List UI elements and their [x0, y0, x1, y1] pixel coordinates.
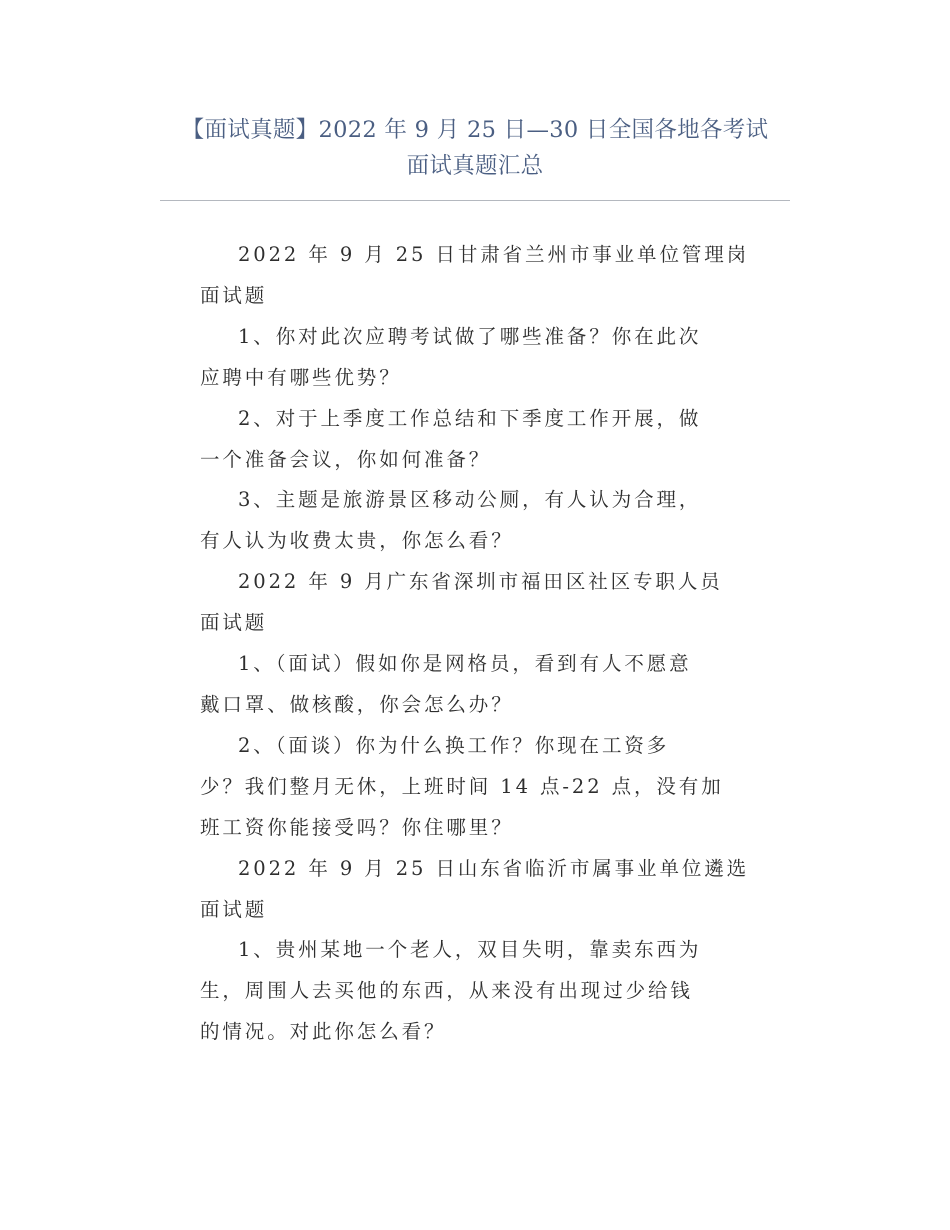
- question-line: 2、（面谈）你为什么换工作？你现在工资多: [238, 733, 670, 757]
- question-line: 3、主题是旅游景区移动公厕，有人认为合理，: [238, 488, 702, 512]
- section-heading-line: 面试题: [200, 611, 268, 635]
- question-line: 应聘中有哪些优势？: [200, 365, 402, 389]
- question-line: 戴口罩、做核酸，你会怎么办？: [200, 692, 514, 716]
- question-line: 的情况。对此你怎么看？: [200, 1020, 447, 1044]
- question-line: 1、贵州某地一个老人，双目失明，靠卖东西为: [238, 938, 702, 962]
- section-heading-line: 面试题: [200, 897, 268, 921]
- section-heading-line: 2022 年 9 月 25 日甘肃省兰州市事业单位管理岗: [238, 243, 750, 266]
- document-title: [160, 112, 790, 184]
- question-line: 1、你对此次应聘考试做了哪些准备？你在此次: [238, 324, 702, 348]
- document-body: [200, 235, 756, 1053]
- question-line: 有人认为收费太贵，你怎么看？: [200, 529, 514, 553]
- question-line: 1、（面试）假如你是网格员，看到有人不愿意: [238, 652, 692, 676]
- section-heading-line: 2022 年 9 月广东省深圳市福田区社区专职人员: [238, 570, 723, 594]
- title-divider: [160, 200, 790, 201]
- question-line: 生，周围人去买他的东西，从来没有出现过少给钱: [200, 979, 693, 1003]
- question-line: 班工资你能接受吗？你住哪里？: [200, 815, 514, 839]
- title-line-1: 【面试真题】2022 年 9 月 25 日—30 日全国各地各考试: [181, 117, 769, 143]
- section-heading-line: 面试题: [200, 283, 268, 307]
- question-line: 少？我们整月无休，上班时间 14 点-22 点，没有加: [200, 774, 724, 798]
- question-line: 一个准备会议，你如何准备？: [200, 447, 492, 471]
- title-line-2: 面试真题汇总: [406, 153, 544, 179]
- section-heading-line: 2022 年 9 月 25 日山东省临沂市属事业单位遴选: [238, 856, 750, 880]
- question-line: 2、对于上季度工作总结和下季度工作开展，做: [238, 406, 702, 430]
